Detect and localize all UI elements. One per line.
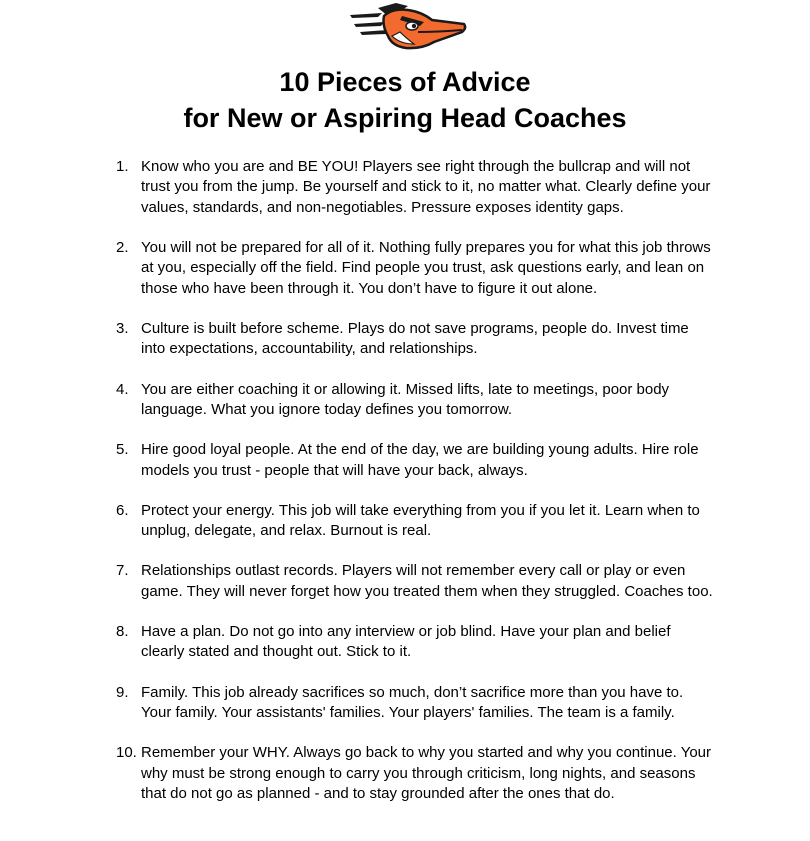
advice-number: 1. bbox=[116, 158, 129, 175]
advice-item-3 bbox=[116, 319, 716, 360]
advice-item-5 bbox=[116, 440, 716, 481]
advice-text: Know who you are and BE YOU! Players see right through the bullcrap and will not trust you from the jump. Be yourself and stick to it, no matter what. Clearly define your values, standards, and non-negotiables. Pressure exposes identity gaps. bbox=[141, 158, 711, 216]
advice-number: 10. bbox=[116, 744, 137, 762]
advice-number: 6. bbox=[116, 501, 129, 519]
advice-number: 8. bbox=[116, 623, 129, 641]
advice-item-9 bbox=[116, 683, 716, 724]
advice-list bbox=[116, 157, 716, 824]
orange-bird-mascot-logo bbox=[348, 2, 468, 50]
advice-number: 3. bbox=[116, 320, 129, 338]
advice-item-10 bbox=[116, 743, 716, 804]
advice-item-8 bbox=[116, 622, 716, 663]
advice-item-2 bbox=[116, 238, 716, 299]
advice-text: Culture is built before scheme. Plays do not save programs, people do. Invest time into expectations, accountability, and relationships. bbox=[141, 320, 689, 358]
advice-item-1 bbox=[116, 157, 716, 218]
advice-number: 2. bbox=[116, 239, 129, 257]
page-title-line-2: for New or Aspiring Head Coaches bbox=[183, 103, 627, 133]
advice-item-7 bbox=[116, 561, 716, 602]
advice-text: Family. This job already sacrifices so much, don’t sacrifice more than you have to. Your family. Your assistants' families. Your players' families. The team is a family. bbox=[141, 683, 684, 722]
advice-text: Hire good loyal people. At the end of the day, we are building young adults. Hire role models you trust - people that will have your back, always. bbox=[141, 441, 699, 479]
advice-text: Remember your WHY. Always go back to why you started and why you continue. Your why must be strong enough to carry you through criticism, long nights, and seasons that do not go as planned - and to stay grounded after the ones that do. bbox=[141, 744, 712, 803]
page-title bbox=[0, 64, 810, 136]
advice-text: You will not be prepared for all of it. Nothing fully prepares you for what this job throws at you, especially off the field. Find people you trust, ask questions early, and lean on those who have been through it. You don’t have to figure it out alone. bbox=[141, 239, 711, 297]
advice-item-4 bbox=[116, 380, 716, 421]
advice-text: You are either coaching it or allowing it. Missed lifts, late to meetings, poor body language. What you ignore today defines you tomorrow. bbox=[141, 380, 670, 419]
advice-text: Protect your energy. This job will take everything from you if you let it. Learn when to unplug, delegate, and relax. Burnout is real. bbox=[141, 501, 700, 540]
page-title-line-1: 10 Pieces of Advice bbox=[279, 67, 531, 97]
advice-number: 5. bbox=[116, 441, 129, 459]
advice-number: 9. bbox=[116, 683, 129, 701]
advice-item-6 bbox=[116, 501, 716, 542]
advice-number: 7. bbox=[116, 562, 129, 580]
advice-text: Have a plan. Do not go into any interview or job blind. Have your plan and belief clearly stated and thought out. Stick to it. bbox=[141, 623, 671, 661]
advice-text: Relationships outlast records. Players will not remember every call or play or even game. They will never forget how you treated them when they struggled. Coaches too. bbox=[141, 562, 713, 600]
advice-number: 4. bbox=[116, 380, 129, 398]
